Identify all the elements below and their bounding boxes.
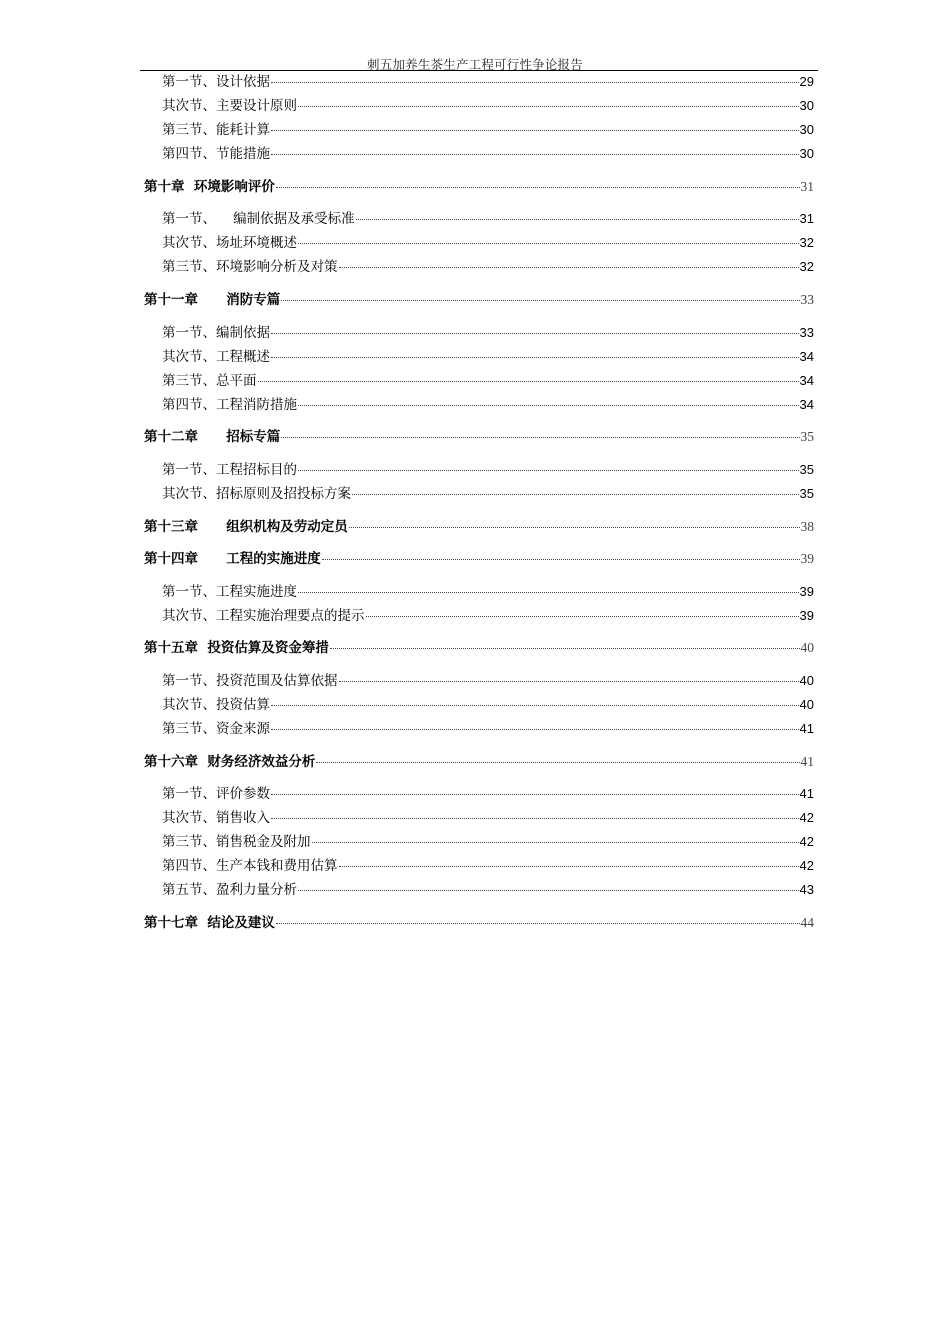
- toc-page-number: 30: [799, 98, 814, 113]
- toc-dot-leader: [316, 761, 799, 763]
- toc-entry-title: 第三节、总平面: [162, 373, 257, 389]
- toc-entry-title: 其次节、主要设计原则: [162, 98, 297, 114]
- toc-dot-leader: [271, 817, 799, 819]
- toc-page-number: 39: [800, 551, 814, 566]
- toc-entry-title: 其次节、场址环境概述: [162, 235, 297, 251]
- toc-section-entry[interactable]: [162, 371, 814, 391]
- toc-dot-leader: [339, 266, 799, 268]
- toc-page-number: 30: [799, 146, 814, 161]
- toc-entry-title: 第三节、能耗计算: [162, 122, 270, 138]
- toc-page-number: 32: [799, 235, 814, 250]
- toc-section-entry[interactable]: [162, 209, 814, 229]
- toc-dot-leader: [271, 356, 799, 358]
- toc-section-entry[interactable]: [162, 832, 814, 852]
- toc-chapter-entry[interactable]: [144, 427, 814, 447]
- toc-entry-title: 其次节、招标原则及招投标方案: [162, 486, 351, 502]
- toc-page-number: 35: [799, 486, 814, 501]
- toc-dot-leader: [298, 404, 799, 406]
- toc-page-number: 31: [799, 211, 814, 226]
- toc-entry-title: 第一节、评价参数: [162, 786, 270, 802]
- toc-chapter-entry[interactable]: [144, 913, 814, 933]
- toc-page-number: 30: [799, 122, 814, 137]
- toc-entry-title: 第十章 环境影响评价: [144, 179, 275, 195]
- toc-page-number: 40: [799, 697, 814, 712]
- toc-section-entry[interactable]: [162, 460, 814, 480]
- toc-entry-title: 其次节、工程实施治理要点的提示: [162, 608, 365, 624]
- toc-section-entry[interactable]: [162, 323, 814, 343]
- toc-entry-title: 第十三章 组织机构及劳动定员: [144, 519, 348, 535]
- toc-page-number: 41: [799, 721, 814, 736]
- toc-entry-title: 第十六章 财务经济效益分析: [144, 754, 316, 770]
- toc-section-entry[interactable]: [162, 72, 814, 92]
- toc-section-entry[interactable]: [162, 347, 814, 367]
- toc-dot-leader: [281, 436, 799, 438]
- toc-entry-title: 第三节、销售税金及附加: [162, 834, 311, 850]
- toc-dot-leader: [312, 841, 799, 843]
- toc-entry-title: 第一节、投资范围及估算依据: [162, 673, 338, 689]
- toc-page-number: 42: [799, 858, 814, 873]
- toc-dot-leader: [258, 380, 799, 382]
- toc-chapter-entry[interactable]: [144, 638, 814, 658]
- toc-chapter-entry[interactable]: [144, 549, 814, 569]
- toc-page-number: 39: [799, 584, 814, 599]
- toc-dot-leader: [271, 704, 799, 706]
- toc-page-number: 33: [799, 325, 814, 340]
- toc-entry-title: 第十二章 招标专篇: [144, 429, 281, 445]
- toc-dot-leader: [298, 889, 799, 891]
- toc-entry-title: 第十七章 结论及建议: [144, 915, 275, 931]
- header-rule: [140, 70, 818, 71]
- toc-entry-title: 第十一章 消防专篇: [144, 292, 281, 308]
- toc-chapter-entry[interactable]: [144, 517, 814, 537]
- toc-dot-leader: [276, 186, 800, 188]
- toc-page-number: 40: [800, 640, 814, 655]
- toc-dot-leader: [349, 526, 800, 528]
- toc-page-number: 35: [799, 462, 814, 477]
- toc-dot-leader: [281, 299, 799, 301]
- toc-section-entry[interactable]: [162, 606, 814, 626]
- toc-page-number: 42: [799, 834, 814, 849]
- toc-page-number: 40: [799, 673, 814, 688]
- toc-dot-leader: [276, 922, 800, 924]
- toc-dot-leader: [366, 615, 799, 617]
- toc-section-entry[interactable]: [162, 808, 814, 828]
- toc-page-number: 32: [799, 259, 814, 274]
- toc-page-number: 41: [800, 754, 814, 769]
- toc-section-entry[interactable]: [162, 484, 814, 504]
- toc-dot-leader: [322, 558, 800, 560]
- toc-entry-title: 第一节、设计依据: [162, 74, 270, 90]
- toc-section-entry[interactable]: [162, 856, 814, 876]
- toc-page-number: 44: [800, 915, 814, 930]
- toc-page-number: 42: [799, 810, 814, 825]
- toc-section-entry[interactable]: [162, 395, 814, 415]
- toc-page-number: 38: [800, 519, 814, 534]
- toc-section-entry[interactable]: [162, 695, 814, 715]
- toc-page-number: 43: [799, 882, 814, 897]
- toc-chapter-entry[interactable]: [144, 290, 814, 310]
- toc-entry-title: 第一节、编制依据: [162, 325, 270, 341]
- toc-dot-leader: [271, 332, 799, 334]
- toc-entry-title: 第四节、工程消防措施: [162, 397, 297, 413]
- toc-entry-title: 第三节、资金来源: [162, 721, 270, 737]
- toc-entry-title: 第四节、生产本钱和费用估算: [162, 858, 338, 874]
- toc-entry-title: 其次节、工程概述: [162, 349, 270, 365]
- toc-dot-leader: [271, 728, 799, 730]
- toc-entry-title: 第十四章 工程的实施进度: [144, 551, 321, 567]
- toc-section-entry[interactable]: [162, 233, 814, 253]
- toc-dot-leader: [352, 493, 799, 495]
- toc-entry-title: 第一节、工程实施进度: [162, 584, 297, 600]
- toc-page-number: 34: [799, 349, 814, 364]
- toc-dot-leader: [271, 81, 799, 83]
- toc-dot-leader: [298, 242, 799, 244]
- toc-section-entry[interactable]: [162, 784, 814, 804]
- toc-section-entry[interactable]: [162, 582, 814, 602]
- toc-chapter-entry[interactable]: [144, 177, 814, 197]
- toc-entry-title: 第一节、工程招标目的: [162, 462, 297, 478]
- toc-chapter-entry[interactable]: [144, 752, 814, 772]
- toc-section-entry[interactable]: [162, 96, 814, 116]
- toc-entry-title: 第三节、环境影响分析及对策: [162, 259, 338, 275]
- toc-dot-leader: [330, 647, 800, 649]
- toc-dot-leader: [339, 865, 799, 867]
- toc-page-number: 31: [800, 179, 814, 194]
- toc-dot-leader: [356, 218, 799, 220]
- toc-dot-leader: [298, 591, 799, 593]
- toc-dot-leader: [271, 129, 799, 131]
- toc-dot-leader: [271, 793, 799, 795]
- toc-section-entry[interactable]: [162, 120, 814, 140]
- toc-page-number: 33: [800, 292, 814, 307]
- toc-entry-title: 其次节、销售收入: [162, 810, 270, 826]
- toc-dot-leader: [339, 680, 799, 682]
- toc-entry-title: 第十五章 投资估算及资金筹措: [144, 640, 329, 656]
- toc-entry-title: 其次节、投资估算: [162, 697, 270, 713]
- toc-page-number: 34: [799, 397, 814, 412]
- page-header-title: 刺五加养生茶生产工程可行性争论报告: [367, 57, 583, 72]
- toc-section-entry[interactable]: [162, 671, 814, 691]
- toc-page-number: 34: [799, 373, 814, 388]
- toc-entry-title: 第五节、盈利力量分析: [162, 882, 297, 898]
- toc-page-number: 29: [799, 74, 814, 89]
- toc-page-number: 39: [799, 608, 814, 623]
- toc-section-entry[interactable]: [162, 257, 814, 277]
- toc-section-entry[interactable]: [162, 880, 814, 900]
- toc-section-entry[interactable]: [162, 719, 814, 739]
- toc-dot-leader: [298, 105, 799, 107]
- toc-entry-title: 第一节、 编制依据及承受标准: [162, 211, 355, 227]
- toc-page-number: 41: [799, 786, 814, 801]
- toc-dot-leader: [298, 469, 799, 471]
- toc-dot-leader: [271, 153, 799, 155]
- toc-section-entry[interactable]: [162, 144, 814, 164]
- toc-page-number: 35: [800, 429, 814, 444]
- toc-entry-title: 第四节、节能措施: [162, 146, 270, 162]
